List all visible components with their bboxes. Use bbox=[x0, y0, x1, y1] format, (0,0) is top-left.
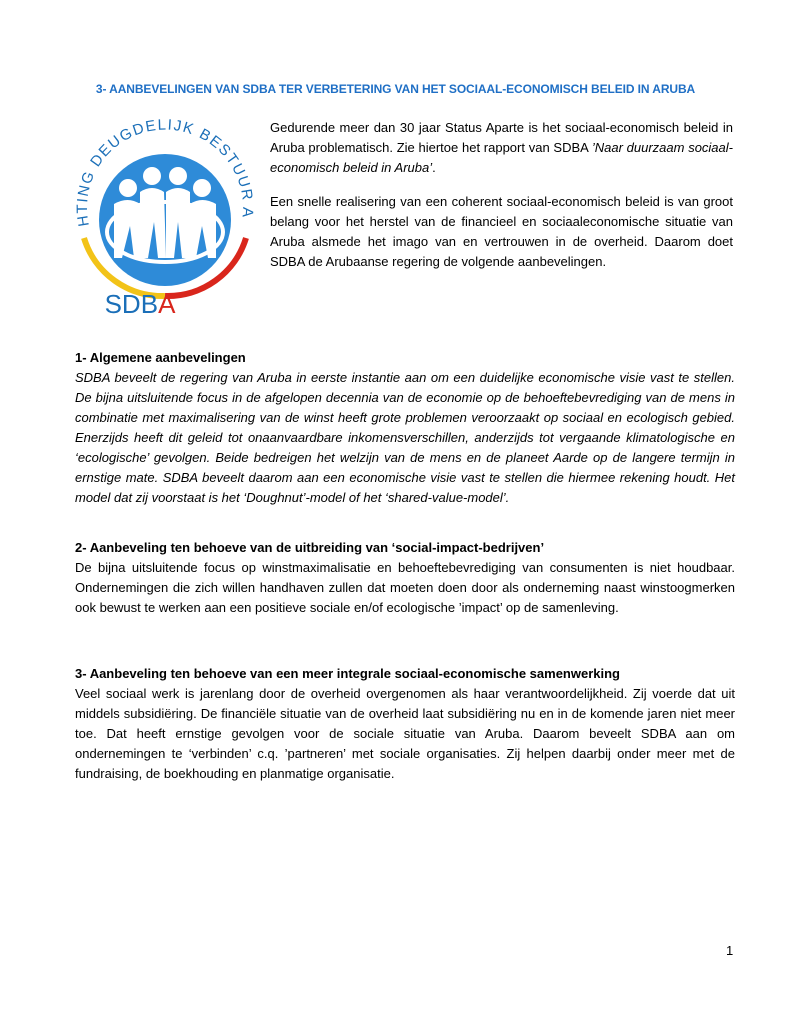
logo-acronym-last: A bbox=[158, 289, 176, 319]
svg-text:SDBA bbox=[105, 289, 176, 319]
intro-paragraph-1: Gedurende meer dan 30 jaar Status Aparte is het sociaal-economisch beleid in Aruba problematisch. Zie hiertoe het rapport van SDBA ’Naar duurzaam sociaal-economisch beleid in Aruba’. bbox=[270, 120, 733, 175]
sdba-logo bbox=[70, 108, 260, 320]
section-heading: 2- Aanbeveling ten behoeve van de uitbreiding van ‘social-impact-bedrijven’ bbox=[75, 540, 545, 555]
section-body: De bijna uitsluitende focus op winstmaximalisatie en behoeftebevrediging van consumenten is niet houdbaar. Ondernemingen die zich willen handhaven zullen dat moeten doen door als onderneming naast winstoogmerken ook bewust te werken aan een positieve sociale en/of ecologische ’impact’ op de samenleving. bbox=[75, 560, 735, 615]
intro-block bbox=[270, 118, 733, 286]
logo-ring-text: HTING DEUGDELIJK BESTUUR A bbox=[73, 116, 257, 228]
section-samenwerking bbox=[75, 664, 735, 784]
sdba-logo-graphic bbox=[70, 108, 260, 320]
document-title: 3- AANBEVELINGEN VAN SDBA TER VERBETERING VAN HET SOCIAAL-ECONOMISCH BELEID IN ARUBA bbox=[95, 82, 696, 96]
section-social-impact bbox=[75, 538, 735, 618]
section-body: SDBA beveelt de regering van Aruba in eerste instantie aan om een duidelijke economische visie vast te stellen. De bijna uitsluitende focus in de afgelopen decennia van de economie op de behoeftebevrediging van de mens in combinatie met maximalisering van de winst heeft grote problemen veroorzaakt op sociaal en ecologisch gebied. Enerzijds heeft dit geleid tot onaanvaardbare inkomensverschillen, anderzijds tot vergaande klimatologische en ‘ecologische’ gevolgen. Beide bedreigen het welzijn van de mens en de planeet Aarde op de langere termijn in ernstige mate. SDBA beveelt daarom aan een economische visie vast te stellen die hiermee rekening houdt. Het model dat zij voorstaat is het ‘Doughnut’-model of het ‘shared-value-model’. bbox=[75, 370, 735, 505]
section-body: Veel sociaal werk is jarenlang door de overheid overgenomen als haar verantwoordelijkheid. Zij voerde dat uit middels subsidiëring. De financiële situatie van de overheid laat subsidiëring nu en in de komende jaren niet meer toe. Dat heeft ernstige gevolgen voor de sociale situatie van Aruba. Daarom beveelt SDBA aan om ondernemingen te ‘verbinden’ c.q. ’partneren’ met sociale organisaties. Zij helpen daarbij onder meer met de fundraising, de boekhouding en planmatige organisatie. bbox=[75, 686, 735, 781]
section-algemene-aanbevelingen bbox=[75, 348, 735, 508]
page-number: 1 bbox=[726, 943, 734, 958]
section-heading: 1- Algemene aanbevelingen bbox=[75, 350, 246, 365]
intro-paragraph-2: Een snelle realisering van een coherent sociaal-economisch beleid is van groot belang voor het herstel van de financieel en sociaaleconomische situatie van Aruba alsmede het imago van en vertrouwen in de overheid. Daarom doet SDBA de Arubaanse regering de volgende aanbevelingen. bbox=[270, 194, 733, 269]
logo-acronym: SDB bbox=[104, 289, 159, 319]
section-heading: 3- Aanbeveling ten behoeve van een meer integrale sociaal-economische samenwerking bbox=[75, 666, 620, 681]
report-title-italic: ’Naar duurzaam sociaal-economisch beleid in Aruba’ bbox=[270, 140, 733, 175]
